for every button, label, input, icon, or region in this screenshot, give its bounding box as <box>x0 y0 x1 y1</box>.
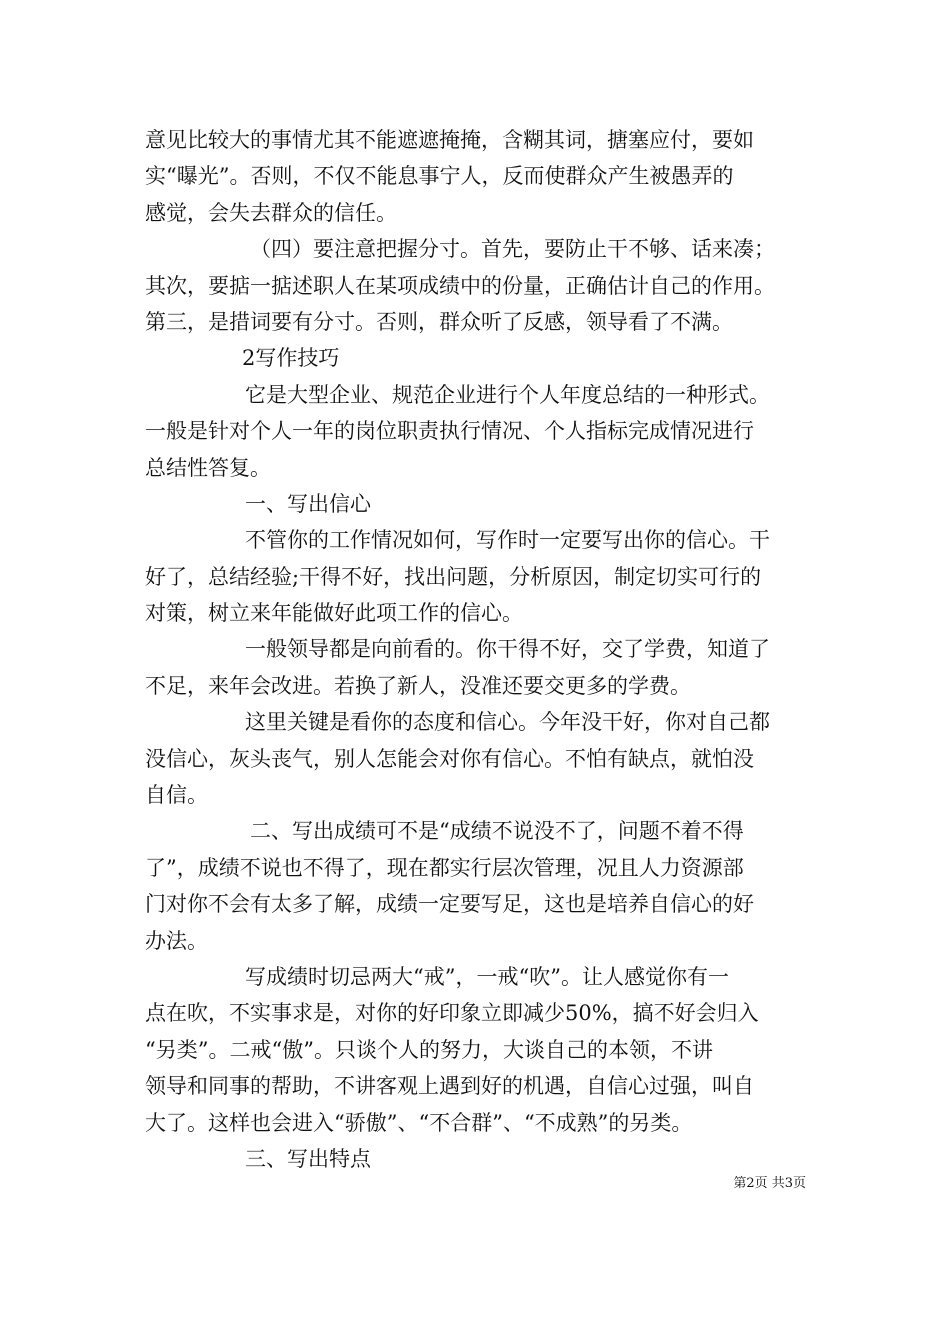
text-line: 了”，成绩不说也不得了，现在都实行层次管理，况且人力资源部 <box>145 855 744 880</box>
text-line: 一般领导都是向前看的。你干得不好，交了学费，知道了 <box>245 637 770 662</box>
text-line: “另类”。二戒“傲”。只谈个人的努力，大谈自己的本领，不讲 <box>145 1037 713 1062</box>
text-line: 感觉，会失去群众的信任。 <box>145 200 397 225</box>
text-line: 不管你的工作情况如何，写作时一定要写出你的信心。干 <box>245 528 770 553</box>
text-line: （四）要注意把握分寸。首先，要防止干不够、话来凑； <box>250 237 775 262</box>
text-line: 总结性答复。 <box>145 455 271 480</box>
text-line: 领导和同事的帮助，不讲客观上遇到好的机遇，自信心过强，叫自 <box>145 1074 754 1099</box>
page-number: 第2页 共3页 <box>733 1176 806 1191</box>
text-line: 这里关键是看你的态度和信心。今年没干好，你对自己都 <box>245 710 770 735</box>
section-heading: 三、写出特点 <box>245 1146 371 1171</box>
section-heading: 一、写出信心 <box>245 491 371 516</box>
section-heading: 2写作技巧 <box>242 346 340 371</box>
text-line: 大了。这样也会进入“骄傲”、“不合群”、“不成熟”的另类。 <box>145 1110 693 1135</box>
text-line: 对策，树立来年能做好此项工作的信心。 <box>145 601 523 626</box>
text-line: 其次，要掂一掂述职人在某项成绩中的份量，正确估计自己的作用。 <box>145 273 775 298</box>
text-line: 实“曝光”。否则，不仅不能息事宁人，反而使群众产生被愚弄的 <box>145 164 734 189</box>
text-line: 点在吹，不实事求是，对你的好印象立即减少50%，搞不好会归入 <box>145 1001 759 1026</box>
text-line: 自信。 <box>145 783 208 808</box>
text-line: 不足，来年会改进。若换了新人，没准还要交更多的学费。 <box>145 673 691 698</box>
text-line: 门对你不会有太多了解，成绩一定要写足，这也是培养自信心的好 <box>145 892 754 917</box>
document-body <box>145 122 815 1177</box>
text-line: 好了，总结经验;干得不好，找出问题，分析原因，制定切实可行的 <box>145 564 762 589</box>
section-heading: 二、写出成绩可不是“成绩不说没不了，问题不着不得 <box>250 819 744 844</box>
text-line: 它是大型企业、规范企业进行个人年度总结的一种形式。 <box>245 382 770 407</box>
text-line: 没信心，灰头丧气，别人怎能会对你有信心。不怕有缺点，就怕没 <box>145 746 754 771</box>
text-line: 写成绩时切忌两大“戒”，一戒“吹”。让人感觉你有一 <box>245 964 729 989</box>
text-line: 第三，是措词要有分寸。否则，群众听了反感，领导看了不满。 <box>145 309 733 334</box>
text-line: 一般是针对个人一年的岗位职责执行情况、个人指标完成情况进行 <box>145 419 754 444</box>
text-line: 意见比较大的事情尤其不能遮遮掩掩，含糊其词，搪塞应付，要如 <box>145 128 754 152</box>
text-line: 办法。 <box>145 928 208 953</box>
